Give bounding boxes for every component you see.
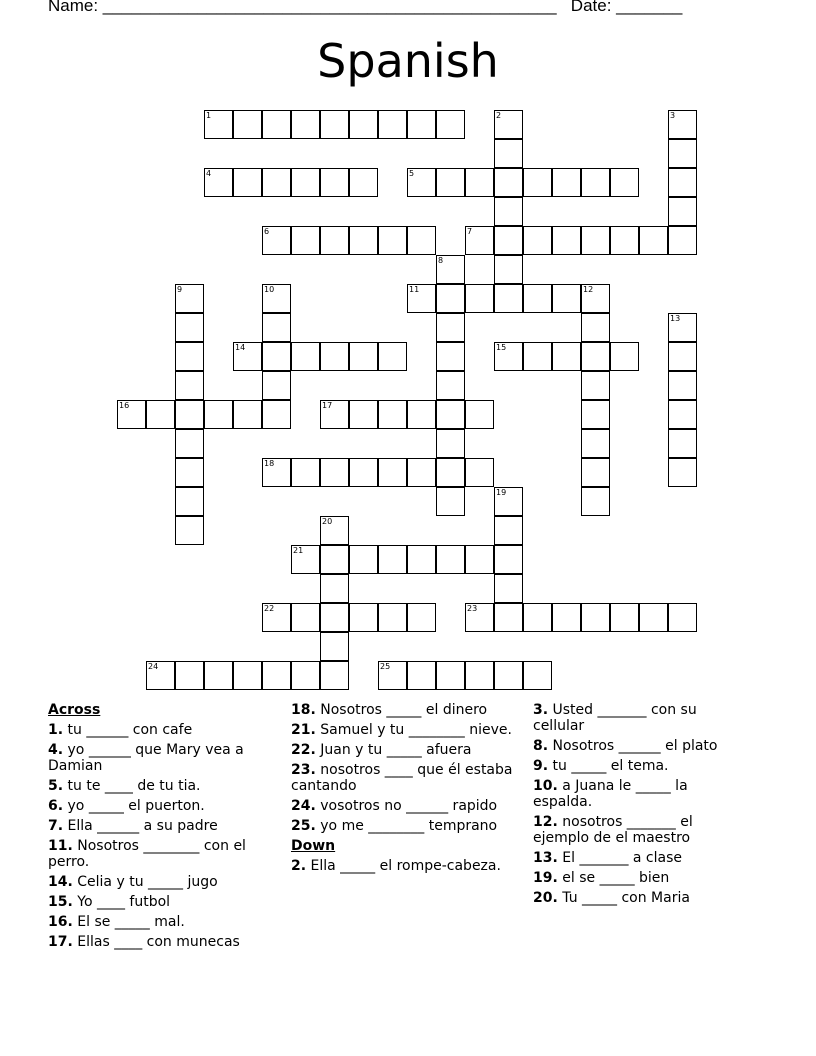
grid-cell[interactable] (233, 110, 262, 139)
grid-cell[interactable] (581, 400, 610, 429)
clue-item (48, 722, 284, 738)
clue-item (533, 702, 733, 734)
clue-number: 20. (533, 890, 558, 906)
grid-cell[interactable] (436, 487, 465, 516)
clue-number: 24. (291, 798, 316, 814)
grid-cell[interactable] (523, 603, 552, 632)
grid-cell[interactable] (494, 342, 523, 371)
grid-cell[interactable] (581, 371, 610, 400)
grid-cell[interactable] (668, 400, 697, 429)
grid-cell[interactable] (204, 661, 233, 690)
grid-cell[interactable] (523, 284, 552, 313)
clue-text: Tu _____ con Maria (562, 890, 690, 906)
grid-cell[interactable] (610, 603, 639, 632)
grid-cell[interactable] (552, 226, 581, 255)
cell-number: 24 (148, 662, 159, 671)
clue-number: 12. (533, 814, 558, 830)
grid-cell[interactable] (320, 516, 349, 545)
clue-item (48, 894, 284, 910)
grid-cell[interactable] (320, 110, 349, 139)
cell-number: 9 (177, 285, 183, 294)
clue-column-3 (533, 702, 733, 910)
grid-cell[interactable] (407, 661, 436, 690)
grid-cell[interactable] (204, 400, 233, 429)
grid-cell[interactable] (436, 545, 465, 574)
grid-cell[interactable] (349, 342, 378, 371)
grid-cell[interactable] (175, 516, 204, 545)
grid-cell[interactable] (581, 226, 610, 255)
clue-item (533, 850, 733, 866)
grid-cell[interactable] (465, 168, 494, 197)
grid-cell[interactable] (320, 400, 349, 429)
clue-text: Usted _______ con su cellular (533, 702, 697, 734)
grid-cell[interactable] (494, 574, 523, 603)
clue-text: el se _____ bien (562, 870, 670, 886)
grid-cell[interactable] (436, 110, 465, 139)
cell-number: 23 (467, 604, 478, 613)
grid-cell[interactable] (552, 284, 581, 313)
clue-text: tu _____ el tema. (552, 758, 669, 774)
grid-cell[interactable] (407, 458, 436, 487)
name-field-label: Name: ________________________________________________ (48, 0, 557, 15)
grid-cell[interactable] (581, 458, 610, 487)
grid-cell[interactable] (668, 110, 697, 139)
grid-cell[interactable] (262, 458, 291, 487)
grid-cell[interactable] (378, 342, 407, 371)
grid-cell[interactable] (465, 603, 494, 632)
grid-cell[interactable] (320, 574, 349, 603)
clue-item (48, 778, 284, 794)
clue-number: 13. (533, 850, 558, 866)
grid-cell[interactable] (494, 284, 523, 313)
grid-cell[interactable] (494, 168, 523, 197)
grid-cell[interactable] (436, 400, 465, 429)
clue-number: 4. (48, 742, 64, 758)
grid-cell[interactable] (552, 603, 581, 632)
clue-item (533, 738, 733, 754)
clue-text: tu ______ con cafe (67, 722, 193, 738)
grid-cell[interactable] (378, 226, 407, 255)
grid-cell[interactable] (465, 661, 494, 690)
cell-number: 17 (322, 401, 333, 410)
grid-cell[interactable] (291, 168, 320, 197)
grid-cell[interactable] (175, 371, 204, 400)
grid-cell[interactable] (523, 226, 552, 255)
grid-cell[interactable] (494, 139, 523, 168)
clue-item (291, 722, 527, 738)
grid-cell[interactable] (407, 284, 436, 313)
grid-cell[interactable] (262, 661, 291, 690)
grid-cell[interactable] (494, 545, 523, 574)
grid-cell[interactable] (291, 226, 320, 255)
grid-cell[interactable] (320, 226, 349, 255)
clue-number: 9. (533, 758, 549, 774)
grid-cell[interactable] (581, 284, 610, 313)
grid-cell[interactable] (262, 110, 291, 139)
grid-cell[interactable] (668, 168, 697, 197)
clue-text: Juan y tu _____ afuera (320, 742, 472, 758)
grid-cell[interactable] (436, 661, 465, 690)
grid-cell[interactable] (262, 284, 291, 313)
grid-cell[interactable] (349, 603, 378, 632)
clue-column-1 (48, 702, 284, 954)
grid-cell[interactable] (668, 226, 697, 255)
grid-cell[interactable] (610, 226, 639, 255)
clue-item (48, 934, 284, 950)
grid-cell[interactable] (320, 458, 349, 487)
clue-text: Nosotros ________ con el perro. (48, 838, 246, 870)
clue-item (48, 838, 284, 870)
grid-cell[interactable] (378, 661, 407, 690)
grid-cell[interactable] (233, 400, 262, 429)
clue-number: 5. (48, 778, 64, 794)
clue-number: 6. (48, 798, 64, 814)
grid-cell[interactable] (581, 342, 610, 371)
clue-text: El _______ a clase (562, 850, 683, 866)
clue-item (533, 814, 733, 846)
grid-cell[interactable] (494, 603, 523, 632)
grid-cell[interactable] (668, 139, 697, 168)
date-field-label: Date: _______ (570, 0, 683, 15)
grid-cell[interactable] (378, 400, 407, 429)
clue-number: 14. (48, 874, 73, 890)
grid-cell[interactable] (581, 313, 610, 342)
grid-cell[interactable] (436, 371, 465, 400)
grid-cell[interactable] (378, 603, 407, 632)
grid-cell[interactable] (494, 516, 523, 545)
down-clue-list-continued (533, 702, 733, 906)
clue-text: Samuel y tu ________ nieve. (320, 722, 512, 738)
clue-number: 2. (291, 858, 307, 874)
cell-number: 20 (322, 517, 333, 526)
grid-cell[interactable] (349, 226, 378, 255)
clue-text: nosotros ____ que él estaba cantando (291, 762, 513, 794)
down-heading: Down (291, 838, 336, 854)
cell-number: 8 (438, 256, 444, 265)
clue-item (48, 818, 284, 834)
grid-cell[interactable] (552, 342, 581, 371)
clue-item (291, 858, 527, 874)
clue-number: 22. (291, 742, 316, 758)
clue-item (48, 742, 284, 774)
clue-number: 1. (48, 722, 64, 738)
clue-number: 8. (533, 738, 549, 754)
cell-number: 10 (264, 285, 275, 294)
grid-cell[interactable] (175, 429, 204, 458)
cell-number: 1 (206, 111, 212, 120)
grid-cell[interactable] (262, 400, 291, 429)
clue-text: Nosotros ______ el plato (552, 738, 718, 754)
clue-text: Nosotros _____ el dinero (320, 702, 488, 718)
grid-cell[interactable] (146, 661, 175, 690)
grid-cell[interactable] (349, 168, 378, 197)
cell-number: 19 (496, 488, 507, 497)
grid-cell[interactable] (378, 545, 407, 574)
grid-cell[interactable] (407, 168, 436, 197)
across-clue-list (48, 722, 284, 950)
clue-number: 23. (291, 762, 316, 778)
clue-number: 10. (533, 778, 558, 794)
grid-cell[interactable] (494, 661, 523, 690)
grid-cell[interactable] (262, 371, 291, 400)
grid-cell[interactable] (494, 110, 523, 139)
grid-cell[interactable] (233, 168, 262, 197)
grid-cell[interactable] (523, 168, 552, 197)
clue-text: Yo ____ futbol (77, 894, 171, 910)
grid-cell[interactable] (407, 545, 436, 574)
grid-cell[interactable] (291, 342, 320, 371)
cell-number: 18 (264, 459, 275, 468)
grid-cell[interactable] (639, 226, 668, 255)
grid-cell[interactable] (436, 255, 465, 284)
clue-number: 21. (291, 722, 316, 738)
grid-cell[interactable] (465, 226, 494, 255)
grid-cell[interactable] (668, 603, 697, 632)
clue-text: Ellas ____ con munecas (77, 934, 240, 950)
cell-number: 5 (409, 169, 415, 178)
grid-cell[interactable] (320, 545, 349, 574)
clue-text: Ella ______ a su padre (67, 818, 218, 834)
grid-cell[interactable] (610, 342, 639, 371)
clue-column-2 (291, 702, 527, 878)
cell-number: 12 (583, 285, 594, 294)
grid-cell[interactable] (668, 197, 697, 226)
grid-cell[interactable] (146, 400, 175, 429)
cell-number: 6 (264, 227, 270, 236)
grid-cell[interactable] (494, 197, 523, 226)
grid-cell[interactable] (262, 226, 291, 255)
clue-number: 15. (48, 894, 73, 910)
clue-text: yo ______ que Mary vea a Damian (48, 742, 244, 774)
grid-cell[interactable] (465, 458, 494, 487)
grid-cell[interactable] (668, 458, 697, 487)
across-heading: Across (48, 702, 101, 718)
grid-cell[interactable] (494, 226, 523, 255)
grid-cell[interactable] (320, 342, 349, 371)
clue-text: Ella _____ el rompe-cabeza. (310, 858, 501, 874)
grid-cell[interactable] (494, 487, 523, 516)
cell-number: 4 (206, 169, 212, 178)
grid-cell[interactable] (639, 603, 668, 632)
grid-cell[interactable] (117, 400, 146, 429)
page-title: Spanish (317, 34, 499, 88)
grid-cell[interactable] (523, 661, 552, 690)
clue-number: 16. (48, 914, 73, 930)
grid-cell[interactable] (175, 342, 204, 371)
grid-cell[interactable] (175, 400, 204, 429)
grid-cell[interactable] (436, 342, 465, 371)
clue-number: 7. (48, 818, 64, 834)
cell-number: 7 (467, 227, 473, 236)
grid-cell[interactable] (581, 429, 610, 458)
grid-cell[interactable] (465, 284, 494, 313)
grid-cell[interactable] (204, 110, 233, 139)
cell-number: 25 (380, 662, 391, 671)
grid-cell[interactable] (407, 603, 436, 632)
clue-text: vosotros no ______ rapido (320, 798, 498, 814)
cell-number: 22 (264, 604, 275, 613)
clue-item (533, 870, 733, 886)
clue-number: 19. (533, 870, 558, 886)
grid-cell[interactable] (349, 545, 378, 574)
grid-cell[interactable] (407, 400, 436, 429)
grid-cell[interactable] (262, 342, 291, 371)
across-clue-list-continued (291, 702, 527, 834)
clue-item (291, 798, 527, 814)
clue-item (533, 758, 733, 774)
grid-cell[interactable] (407, 226, 436, 255)
grid-cell[interactable] (320, 603, 349, 632)
grid-cell[interactable] (436, 168, 465, 197)
cell-number: 16 (119, 401, 130, 410)
grid-cell[interactable] (407, 110, 436, 139)
grid-cell[interactable] (349, 110, 378, 139)
grid-cell[interactable] (378, 110, 407, 139)
grid-cell[interactable] (262, 168, 291, 197)
clue-item (48, 798, 284, 814)
grid-cell[interactable] (523, 342, 552, 371)
clue-item (48, 874, 284, 890)
down-clue-list (291, 858, 527, 874)
grid-cell[interactable] (320, 632, 349, 661)
grid-cell[interactable] (291, 603, 320, 632)
clue-item (291, 818, 527, 834)
clue-number: 25. (291, 818, 316, 834)
grid-cell[interactable] (291, 110, 320, 139)
grid-cell[interactable] (291, 661, 320, 690)
grid-cell[interactable] (320, 168, 349, 197)
cell-number: 3 (670, 111, 676, 120)
clue-text: yo me ________ temprano (320, 818, 498, 834)
grid-cell[interactable] (175, 313, 204, 342)
clue-item (291, 742, 527, 758)
grid-cell[interactable] (291, 458, 320, 487)
clue-number: 11. (48, 838, 73, 854)
grid-cell[interactable] (436, 429, 465, 458)
grid-cell[interactable] (175, 661, 204, 690)
grid-cell[interactable] (175, 487, 204, 516)
clue-text: El se _____ mal. (77, 914, 185, 930)
cell-number: 11 (409, 285, 420, 294)
grid-cell[interactable] (233, 661, 262, 690)
clue-text: Celia y tu _____ jugo (77, 874, 218, 890)
grid-cell[interactable] (581, 487, 610, 516)
clue-number: 18. (291, 702, 316, 718)
clue-item (533, 890, 733, 906)
grid-cell[interactable] (175, 284, 204, 313)
grid-cell[interactable] (204, 168, 233, 197)
grid-cell[interactable] (175, 458, 204, 487)
grid-cell[interactable] (668, 371, 697, 400)
clue-item (533, 778, 733, 810)
clue-text: a Juana le _____ la espalda. (533, 778, 688, 810)
clue-text: nosotros _______ el ejemplo de el maestro (533, 814, 693, 846)
grid-cell[interactable] (349, 458, 378, 487)
grid-cell[interactable] (668, 313, 697, 342)
cell-number: 15 (496, 343, 507, 352)
grid-cell[interactable] (262, 603, 291, 632)
grid-cell[interactable] (581, 168, 610, 197)
grid-cell[interactable] (320, 661, 349, 690)
grid-cell[interactable] (349, 400, 378, 429)
grid-cell[interactable] (378, 458, 407, 487)
grid-cell[interactable] (465, 400, 494, 429)
clue-item (291, 702, 527, 718)
grid-cell[interactable] (233, 342, 262, 371)
cell-number: 21 (293, 546, 304, 555)
grid-cell[interactable] (668, 429, 697, 458)
grid-cell[interactable] (610, 168, 639, 197)
clue-number: 17. (48, 934, 73, 950)
cell-number: 2 (496, 111, 502, 120)
grid-cell[interactable] (436, 284, 465, 313)
grid-cell[interactable] (436, 313, 465, 342)
grid-cell[interactable] (465, 545, 494, 574)
grid-cell[interactable] (581, 603, 610, 632)
grid-cell[interactable] (436, 458, 465, 487)
grid-cell[interactable] (552, 168, 581, 197)
clue-item (48, 914, 284, 930)
grid-cell[interactable] (262, 313, 291, 342)
clue-text: tu te ____ de tu tia. (67, 778, 201, 794)
grid-cell[interactable] (494, 255, 523, 284)
clue-item (291, 762, 527, 794)
clue-number: 3. (533, 702, 549, 718)
grid-cell[interactable] (668, 342, 697, 371)
clue-text: yo _____ el puerton. (67, 798, 205, 814)
cell-number: 13 (670, 314, 681, 323)
cell-number: 14 (235, 343, 246, 352)
grid-cell[interactable] (291, 545, 320, 574)
